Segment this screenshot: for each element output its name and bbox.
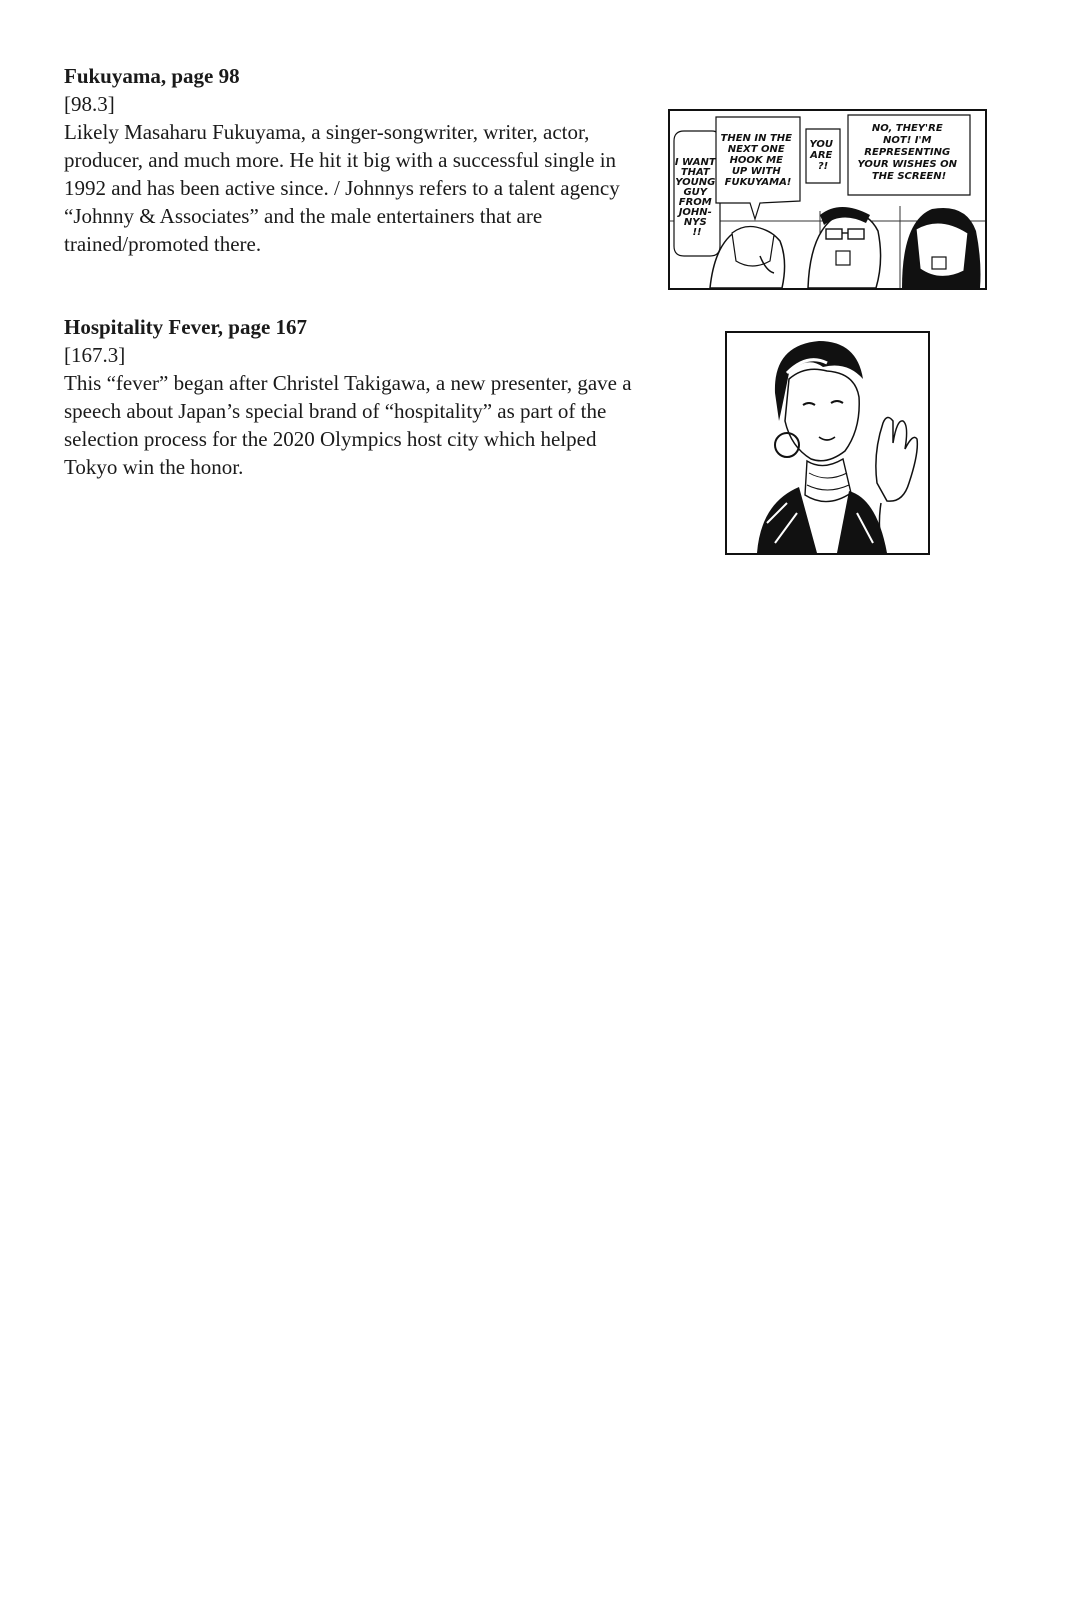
bubble-text-1: I WANT THAT YOUNG GUY FROM JOHN- NYS !! — [674, 157, 716, 238]
manga-panel-fukuyama — [668, 109, 987, 290]
note-hospitality-fever — [64, 313, 644, 481]
note-title: Fukuyama, page 98 — [64, 64, 240, 88]
bubble-text-4: NO, THEY'RE NOT! I'M REPRESENTING YOUR WISHES ON THE SCREEN! — [857, 123, 957, 182]
bubble-text-3: YOU ARE ?! — [809, 139, 834, 172]
note-body: Likely Masaharu Fukuyama, a singer-songwriter, writer, actor, producer, and much more. He hit it big with a successful single in 1992 and has been active since. / Johnnys refers to a talent agency “Johnny & Associates” and the male entertainers that are trained/promoted there. — [64, 120, 620, 256]
note-body: This “fever” began after Christel Takigawa, a new presenter, gave a speech about Japan’s special brand of “hospitality” as part of the selection process for the 2020 Olympics host city which helped Tokyo win the honor. — [64, 371, 632, 479]
bubble-text-2: THEN IN THE NEXT ONE HOOK ME UP WITH FUKUYAMA! — [720, 133, 792, 188]
manga-panel-presenter — [725, 331, 930, 555]
presenter-illustration — [727, 333, 928, 553]
note-reference: [167.3] — [64, 343, 126, 367]
note-title: Hospitality Fever, page 167 — [64, 315, 308, 339]
panel-illustration — [670, 111, 985, 288]
note-fukuyama — [64, 62, 644, 258]
note-reference: [98.3] — [64, 92, 115, 116]
